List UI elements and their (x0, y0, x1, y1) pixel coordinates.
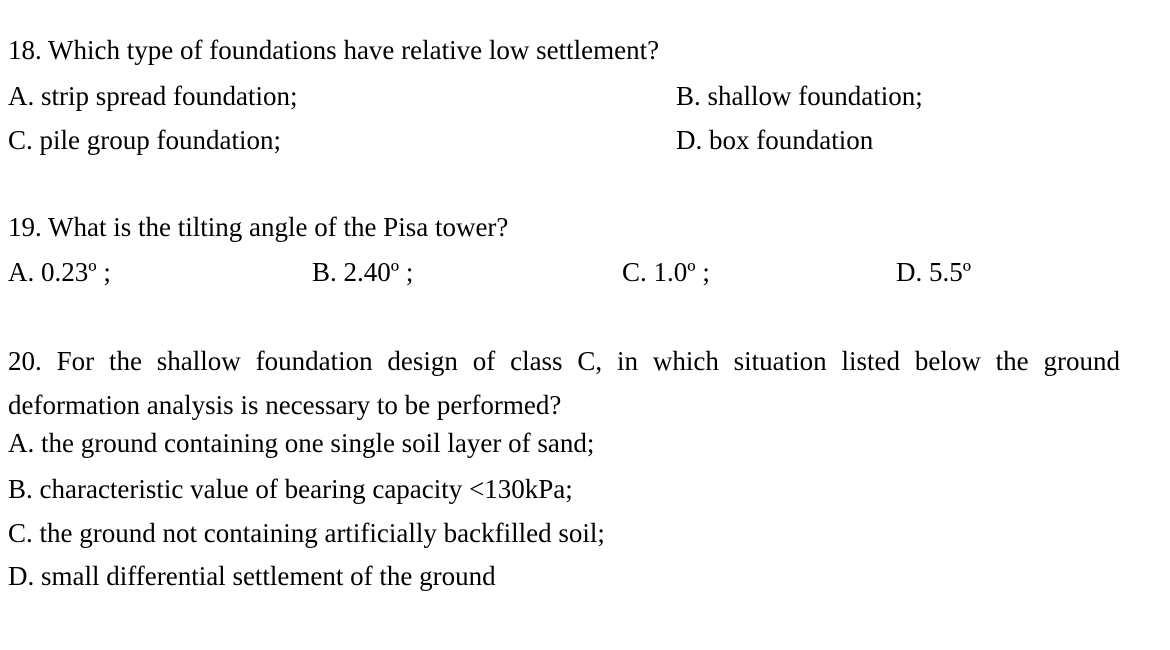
question-19-option-d: D. 5.5º (896, 257, 972, 287)
question-19-option-a: A. 0.23º ; (8, 257, 111, 287)
question-19-option-c: C. 1.0º ; (622, 257, 710, 287)
question-18-option-a: A. strip spread foundation; (8, 81, 298, 111)
question-19-stem: 19. What is the tilting angle of the Pisa tower? (8, 212, 509, 242)
question-20-option-b: B. characteristic value of bearing capacity <130kPa; (8, 474, 573, 504)
question-20-option-c: C. the ground not containing artificially backfilled soil; (8, 518, 605, 548)
question-20-stem: 20. For the shallow foundation design of class C, in which situation listed below the ground deformation analysis is necessary to be performed? (8, 346, 1120, 420)
question-19-option-b: B. 2.40º ; (312, 257, 414, 287)
question-20-option-d: D. small differential settlement of the ground (8, 561, 496, 591)
question-18-option-b: B. shallow foundation; (676, 81, 923, 111)
question-20-option-a: A. the ground containing one single soil layer of sand; (8, 428, 595, 458)
question-18-option-c: C. pile group foundation; (8, 125, 281, 155)
question-18-option-d: D. box foundation (676, 125, 874, 155)
question-18-stem: 18. Which type of foundations have relative low settlement? (8, 35, 660, 65)
